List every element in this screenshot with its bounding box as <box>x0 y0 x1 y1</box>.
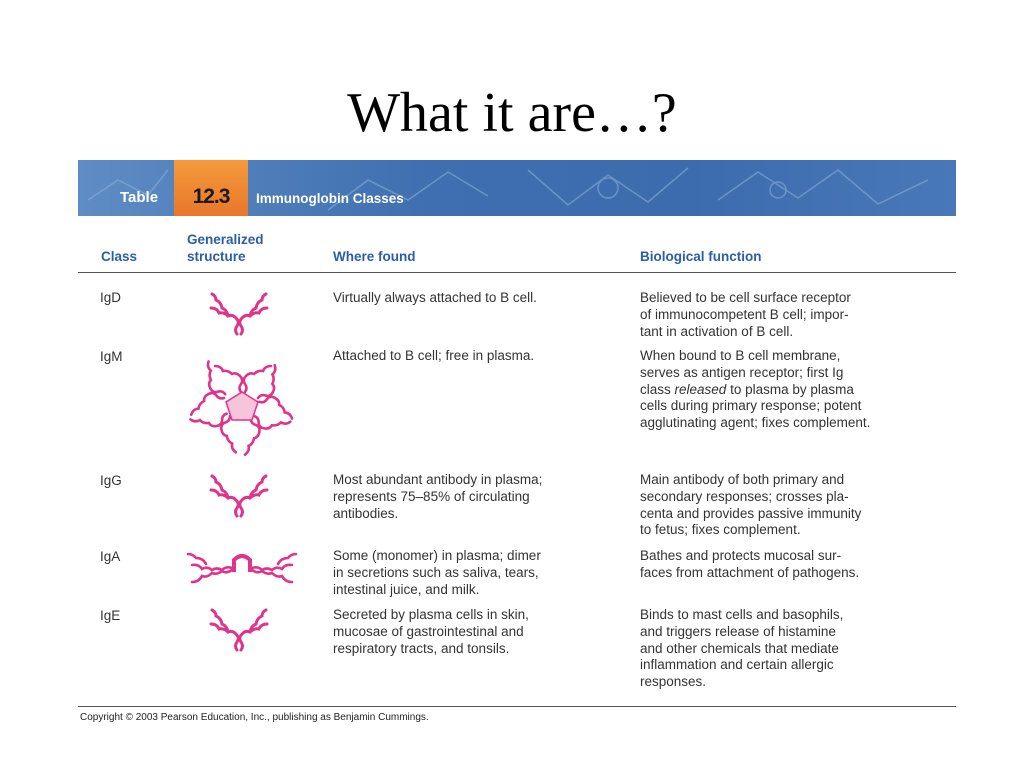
text-line: of immunocompetent B cell; impor- <box>640 306 849 322</box>
text-line: Believed to be cell surface receptor <box>640 290 851 305</box>
text-line: agglutinating agent; fixes complement. <box>640 415 871 431</box>
text-line: secondary responses; crosses pla- <box>640 488 849 504</box>
text-line: Main antibody of both primary and <box>640 472 845 487</box>
row-class-igm: IgM <box>100 349 123 364</box>
text-line: centa and provides passive immunity <box>640 505 862 521</box>
iga-dimer-structure-icon <box>182 546 302 596</box>
header-class: Class <box>101 249 138 264</box>
row-function-igd <box>640 290 940 340</box>
row-function-ige <box>640 607 940 691</box>
table-label: Table <box>120 189 159 206</box>
text-line: Attached to B cell; free in plasma. <box>333 348 535 363</box>
row-where-igg <box>333 472 623 522</box>
text-line: Some (monomer) in plasma; dimer <box>333 548 541 563</box>
row-class-iga: IgA <box>100 549 121 564</box>
header-structure-line2: structure <box>187 249 246 264</box>
text-line: faces from attachment of pathogens. <box>640 564 860 580</box>
row-class-ige: IgE <box>100 608 121 623</box>
text-line: When bound to B cell membrane, <box>640 348 841 363</box>
text-line: class released to plasma by plasma <box>640 381 854 397</box>
row-function-iga <box>640 548 940 582</box>
text-line: antibodies. <box>333 505 399 521</box>
igm-pentamer-structure-icon <box>168 346 318 464</box>
text-line: mucosae of gastrointestinal and <box>333 623 524 639</box>
header-structure-line1: Generalized <box>187 232 264 247</box>
copyright-notice: Copyright © 2003 Pearson Education, Inc., publishing as Benjamin Cummings. <box>80 712 429 723</box>
text-line: and other chemicals that mediate <box>640 640 839 656</box>
row-where-igd <box>333 290 623 307</box>
text-line: and triggers release of histamine <box>640 623 836 639</box>
text-line: responses. <box>640 674 707 690</box>
row-where-ige <box>333 607 623 657</box>
row-class-igg: IgG <box>100 473 122 488</box>
table-title: Immunoglobin Classes <box>256 191 404 206</box>
text-line: Virtually always attached to B cell. <box>333 290 537 305</box>
footer-rule <box>78 706 956 707</box>
row-class-igd: IgD <box>100 290 122 305</box>
text-line: represents 75–85% of circulating <box>333 488 530 504</box>
text-line: Most abundant antibody in plasma; <box>333 472 543 487</box>
text-line: intestinal juice, and milk. <box>333 581 480 597</box>
igd-structure-icon <box>204 290 274 336</box>
header-biological-function: Biological function <box>640 249 762 264</box>
table-banner <box>78 160 956 216</box>
table-number: 12.3 <box>174 160 248 216</box>
header-rule <box>78 272 956 273</box>
row-function-igg <box>640 472 940 539</box>
text-line: respiratory tracts, and tonsils. <box>333 640 510 656</box>
igg-structure-icon <box>204 472 274 518</box>
text-line: Bathes and protects mucosal sur- <box>640 548 842 563</box>
row-where-igm <box>333 348 623 365</box>
header-where-found: Where found <box>333 249 416 264</box>
slide-title: What it are…? <box>347 82 677 144</box>
text-line: cells during primary response; potent <box>640 398 862 414</box>
text-line: Secreted by plasma cells in skin, <box>333 607 529 622</box>
text-line: Binds to mast cells and basophils, <box>640 607 844 622</box>
text-line: inflammation and certain allergic <box>640 657 834 673</box>
ige-structure-icon <box>204 606 274 652</box>
text-line: serves as antigen receptor; first Ig <box>640 364 844 380</box>
text-line: in secretions such as saliva, tears, <box>333 564 539 580</box>
row-function-igm <box>640 348 940 432</box>
row-where-iga <box>333 548 623 598</box>
text-line: tant in activation of B cell. <box>640 323 794 339</box>
text-line: to fetus; fixes complement. <box>640 522 801 538</box>
